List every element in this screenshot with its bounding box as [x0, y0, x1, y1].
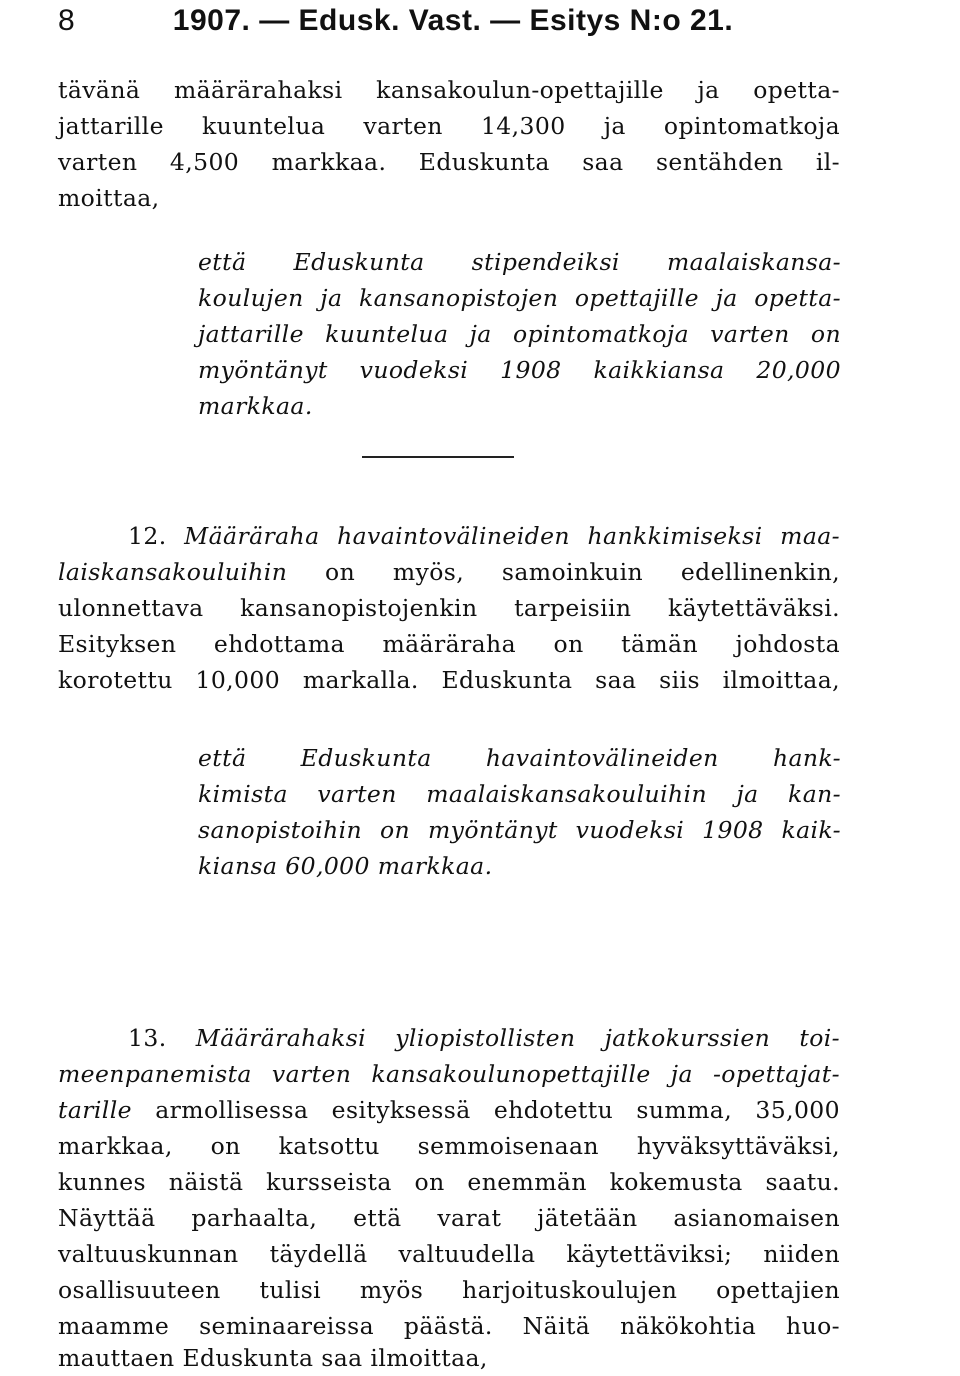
running-title: 1907. — Edusk. Vast. — Esitys N:o 21.: [172, 4, 734, 37]
body-line: [58, 1092, 840, 1128]
page-header: [58, 4, 848, 44]
section-12-heading-line: [128, 518, 840, 554]
body-line: Esityksen ehdottama määräraha on tämän johdosta: [58, 630, 840, 658]
resolution-line: koulujen ja kansanopistojen opettajille ja opetta-: [198, 284, 841, 312]
resolution-line: että Eduskunta stipendeiksi maalaiskansa-: [198, 248, 841, 276]
body-line: osallisuuteen tulisi myös harjoituskoulujen opettajien: [58, 1276, 840, 1304]
section-title: Määrärahaksi yliopistollisten jatkokurssien toi-: [195, 1024, 840, 1052]
section-title-continued: meenpanemista varten kansakoulunopettajille ja -opettajat-: [58, 1060, 840, 1088]
section-title: Määräraha havaintovälineiden hankkimiseksi maa-: [184, 522, 840, 550]
resolution-line: markkaa.: [198, 392, 313, 420]
resolution-line: kiansa 60,000 markkaa.: [198, 852, 493, 880]
section-13-heading-line: [128, 1020, 840, 1056]
body-text: armollisessa esityksessä ehdotettu summa, 35,000: [155, 1096, 840, 1124]
body-line: jattarille kuuntelua varten 14,300 ja opintomatkoja: [58, 112, 840, 140]
body-line: maamme seminaareissa päästä. Näitä näkökohtia huo-: [58, 1312, 840, 1340]
resolution-line: sanopistoihin on myöntänyt vuodeksi 1908 kaik-: [198, 816, 841, 844]
body-text: on myös, samoinkuin edellinenkin,: [325, 558, 840, 586]
section-number: 12.: [128, 522, 167, 550]
section-title-continued: tarille: [58, 1096, 132, 1124]
body-line: ulonnettava kansanopistojenkin tarpeisiin käytettäväksi.: [58, 594, 840, 622]
section-number: 13.: [128, 1024, 167, 1052]
resolution-line: jattarille kuuntelua ja opintomatkoja varten on: [198, 320, 841, 348]
body-line: varten 4,500 markkaa. Eduskunta saa sentähden il-: [58, 148, 840, 176]
body-line: [58, 554, 840, 590]
resolution-line: myöntänyt vuodeksi 1908 kaikkiansa 20,000: [198, 356, 841, 384]
section-divider: [362, 456, 514, 458]
body-line: valtuuskunnan täydellä valtuudella käytettäviksi; niiden: [58, 1240, 840, 1268]
body-line: kunnes näistä kursseista on enemmän kokemusta saatu.: [58, 1168, 840, 1196]
section-title-continued: laiskansakouluihin: [58, 558, 288, 586]
body-line: moittaa,: [58, 184, 160, 212]
body-line: mauttaen Eduskunta saa ilmoittaa,: [58, 1344, 488, 1372]
body-line: Näyttää parhaalta, että varat jätetään asianomaisen: [58, 1204, 840, 1232]
page-number: 8: [58, 4, 75, 37]
resolution-line: että Eduskunta havaintovälineiden hank-: [198, 744, 841, 772]
body-line: tävänä määrärahaksi kansakoulun-opettajille ja opetta-: [58, 76, 840, 104]
body-line: markkaa, on katsottu semmoisenaan hyväksyttäväksi,: [58, 1132, 840, 1160]
body-line: korotettu 10,000 markalla. Eduskunta saa siis ilmoittaa,: [58, 666, 840, 694]
resolution-line: kimista varten maalaiskansakouluihin ja kan-: [198, 780, 841, 808]
